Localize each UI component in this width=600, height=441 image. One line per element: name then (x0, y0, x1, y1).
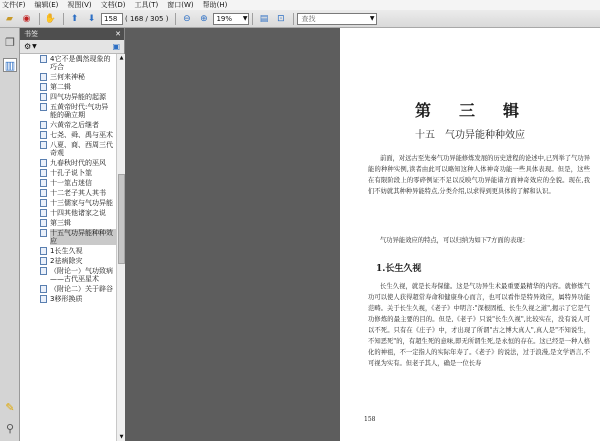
chevron-down-icon: ▼ (242, 14, 248, 22)
bookmark-label: 五黄帝时代:气功异能的确立期 (50, 103, 109, 119)
bookmark-item[interactable] (20, 72, 116, 82)
toolbar-separator (39, 13, 40, 25)
bookmark-label: 十五气功异能种种效应 (50, 229, 116, 245)
body-paragraph: 长生久视，就是长寿保健。这是气功异生术最重要最精华的内容。就修炼气功可以使人获得超常寿命和健康身心而言，也可以看作是特异效应，属特异功能范畴。关于长生久视，《老子》中明言:"深根固柢、长生久视之道",揭示了它是气功修炼的最主要的目的。但是,《老子》只说"长生久视",比较实在，没有说人可以不死。只有在《庄子》中，才出现了所谓"古之博大真人",真人是"不知说生，不知恶死"的，有超生死的意味,即无所谓生死,是永恒的存在。这已经是一种人格化的神祖，不一定指人的实际年寿了。《老子》的说法，过于浪漫,是文学语言,不可视为实有。但老子其人，确是一位长寿 (368, 283, 590, 367)
bookmark-item[interactable] (20, 92, 116, 102)
bookmark-icon (40, 55, 47, 63)
bookmark-label: 十一筮占迷信 (50, 179, 92, 187)
bookmark-icon (40, 159, 47, 167)
toolbar (0, 10, 600, 28)
bookmark-list (20, 54, 116, 441)
bookmark-icon (40, 189, 47, 197)
chevron-down-icon[interactable]: ▼ (32, 43, 37, 50)
previous-page-icon[interactable]: ⬆ (70, 13, 79, 24)
bookmark-icon (40, 131, 47, 139)
bookmark-item[interactable] (20, 54, 116, 72)
navigation-tab-strip (0, 28, 20, 441)
bookmark-label: 三何来神秘 (50, 73, 85, 81)
bookmark-label: 七尧、舜、禹与巫术 (50, 131, 113, 139)
find-placeholder: 查找 (301, 14, 316, 23)
page-number: 158 (364, 416, 376, 423)
bookmark-icon (40, 285, 47, 293)
bookmark-item[interactable] (20, 218, 116, 228)
bookmark-icon (40, 103, 47, 111)
bookmark-label: 八夏、商、西周三代奇观 (50, 141, 113, 157)
bookmark-label: 十四其他诸家之说 (50, 209, 106, 217)
bookmark-label: 第二辑 (50, 83, 71, 91)
bookmark-icon (40, 229, 47, 237)
bookmark-item[interactable] (20, 168, 116, 178)
body-paragraph: 前面，对远古至先秦气功异能修炼发展的历史进程的论述中,已列举了气功异能的种种实例,读者由此可以略知这种人体神奇功能一些具体表现。但是，这些在有限阶段上的零碎例证不足以反映气功异能诸方面神奇效应的全貌。现在,我们不妨就其种种异能特点,分类介绍,以求得到更具体的了解和认识。 (368, 155, 590, 195)
bookmarks-panel-icon[interactable]: ▥ (4, 59, 16, 72)
bookmark-item[interactable] (20, 246, 116, 256)
bookmark-label: 六黄帝之后继者 (50, 121, 99, 129)
zoom-select[interactable] (213, 13, 249, 25)
chevron-down-icon: ▼ (369, 14, 375, 22)
zoom-out-icon[interactable]: ⊖ (183, 13, 191, 24)
bookmarks-toolbar (20, 40, 124, 54)
zoom-in-icon[interactable]: ⊕ (200, 13, 208, 24)
toolbar-separator (63, 13, 64, 25)
bookmark-item[interactable] (20, 102, 116, 120)
bookmark-label: （附论一）气功致病——古代巫星术 (50, 267, 113, 283)
bookmark-label: 十孔子说卜筮 (50, 169, 92, 177)
bookmark-item[interactable] (20, 188, 116, 198)
bookmark-icon (40, 83, 47, 91)
bookmark-label: 四气功异能的起源 (50, 93, 106, 101)
bookmark-item[interactable] (20, 266, 116, 284)
bookmark-label: 4它不是偶然现象的巧合 (50, 55, 111, 71)
bookmark-label: 十三儒家与气功异能 (50, 199, 113, 207)
toolbar-separator (252, 13, 253, 25)
bookmark-item[interactable] (20, 158, 116, 168)
hand-tool-icon[interactable]: ✋ (44, 13, 57, 24)
bookmarks-panel-title: 书签 (24, 30, 38, 38)
bookmark-icon (40, 121, 47, 129)
menu-document[interactable]: 文档(D) (100, 1, 126, 9)
bookmark-item[interactable] (20, 130, 116, 140)
bookmark-label: 九春秋时代的巫风 (50, 159, 106, 167)
toolbar-separator (293, 13, 294, 25)
bookmark-label: （附论二）关于辟谷 (50, 285, 113, 293)
menu-file[interactable]: 文件(F) (2, 1, 26, 9)
section-title: 十五 气功异能种种效应 (415, 130, 525, 141)
menu-help[interactable]: 帮助(H) (202, 1, 228, 9)
bookmark-icon (40, 169, 47, 177)
bookmark-icon (40, 219, 47, 227)
bookmark-label: 第三辑 (50, 219, 71, 227)
bookmark-icon (40, 179, 47, 187)
open-folder-icon[interactable]: ▰ (6, 13, 13, 24)
bookmark-icon (40, 199, 47, 207)
bookmarks-panel-header (20, 28, 124, 40)
bookmark-item[interactable] (20, 284, 116, 294)
bookmark-item[interactable] (20, 294, 116, 304)
document-view[interactable] (125, 28, 600, 441)
subsection-heading: 1.长生久视 (376, 264, 422, 274)
fit-page-icon[interactable]: ⊡ (277, 13, 285, 24)
bookmark-item[interactable] (20, 198, 116, 208)
bookmark-item[interactable] (20, 208, 116, 218)
page-count-label: ( 168 / 305 ) (125, 14, 169, 23)
next-page-icon[interactable]: ⬇ (87, 13, 96, 24)
toolbar-separator (175, 13, 176, 25)
bookmark-icon (40, 73, 47, 81)
bookmark-icon (40, 267, 47, 275)
find-input[interactable] (297, 13, 377, 25)
pdf-page (340, 28, 600, 441)
pages-panel-icon[interactable]: ❐ (5, 36, 15, 49)
menu-tools[interactable]: 工具(T) (134, 1, 159, 9)
scrollbar-thumb[interactable] (118, 174, 125, 264)
bookmark-item[interactable] (20, 82, 116, 92)
bookmark-item[interactable] (20, 256, 116, 266)
page-number-input[interactable]: 158 (101, 13, 123, 25)
bookmark-label: 3移形换质 (50, 295, 83, 303)
options-icon[interactable]: ⚙ (24, 42, 32, 51)
bookmark-icon (40, 209, 47, 217)
bookmarks-scrollbar[interactable] (116, 54, 125, 441)
bookmarks-panel (20, 28, 125, 441)
menu-view[interactable]: 视图(V) (67, 1, 92, 9)
create-pdf-icon[interactable]: ◉ (22, 13, 31, 24)
bookmark-icon (40, 257, 47, 265)
bookmark-label: 1长生久视 (50, 247, 83, 255)
close-icon[interactable]: ✕ (115, 30, 121, 38)
menu-window[interactable]: 窗口(W) (167, 1, 194, 9)
menu-edit[interactable]: 编辑(E) (34, 1, 59, 9)
bookmark-item[interactable] (20, 178, 116, 188)
bookmark-item[interactable] (20, 140, 116, 158)
delete-bookmark-icon[interactable]: ▣ (112, 42, 120, 51)
bookmark-icon (40, 247, 47, 255)
chapter-title: 第 三 辑 (414, 101, 525, 120)
scroll-down-icon[interactable]: ▼ (119, 434, 124, 440)
bookmark-icon (40, 141, 47, 149)
menu-bar (0, 0, 600, 10)
attachments-panel-icon[interactable]: ⚲ (5, 422, 15, 435)
bookmark-label: 2祛病除灾 (50, 257, 83, 265)
zoom-value: 19% (216, 14, 233, 23)
bookmark-item[interactable] (20, 228, 116, 246)
bookmark-item[interactable] (20, 120, 116, 130)
bookmark-icon (40, 93, 47, 101)
body-paragraph: 气功异能效应的特点，可以归纳为如下7方面的表现： (380, 237, 529, 244)
scroll-up-icon[interactable]: ▲ (119, 55, 124, 61)
bookmark-icon (40, 295, 47, 303)
comments-panel-icon[interactable]: ✎ (5, 401, 15, 414)
single-page-view-icon[interactable]: ▤ (259, 13, 269, 24)
bookmark-label: 十二老子其人其书 (50, 189, 106, 197)
